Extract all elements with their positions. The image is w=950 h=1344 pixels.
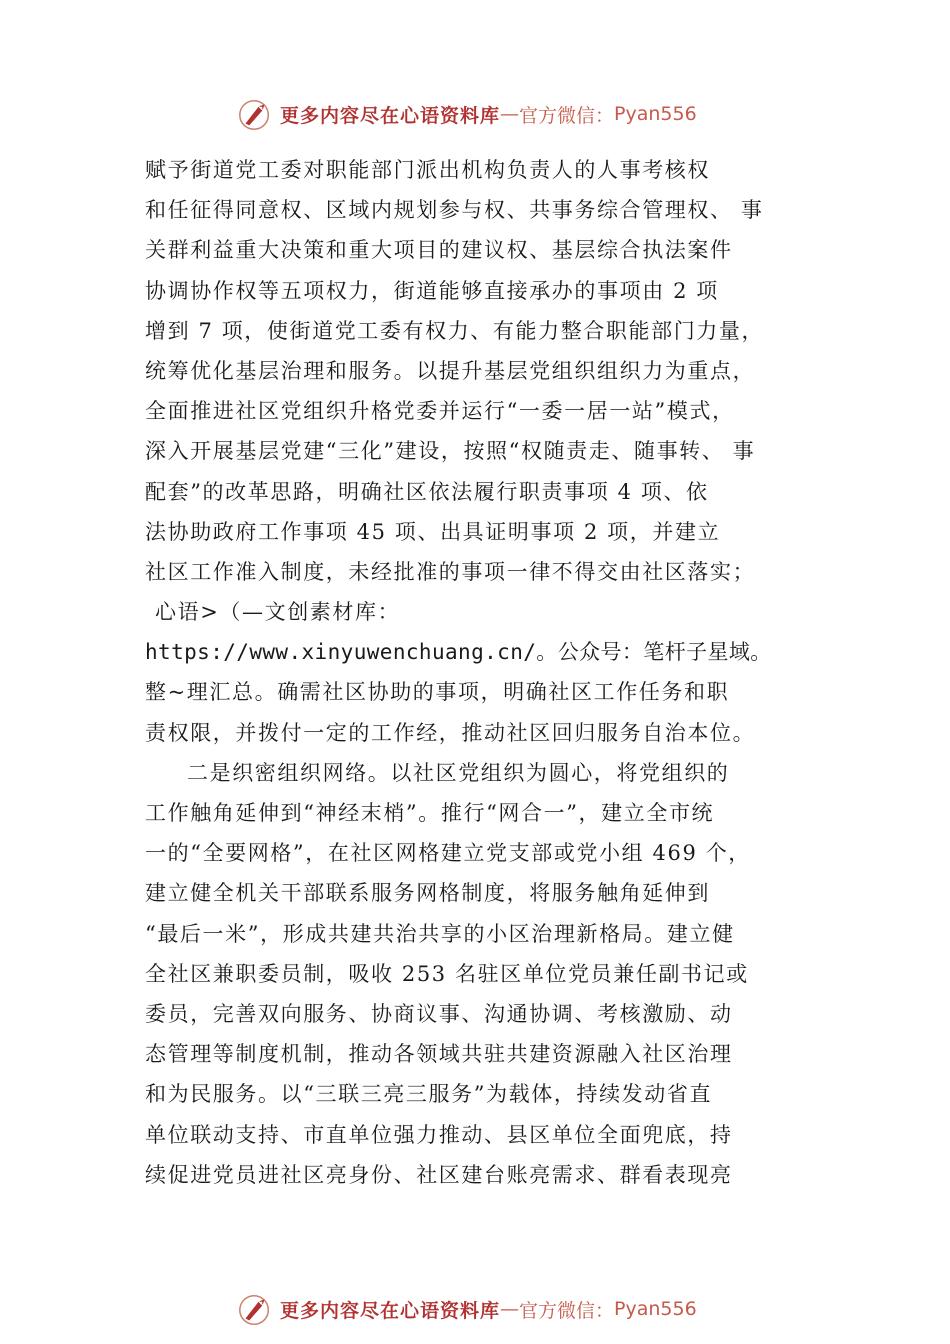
header-separator: — [500,103,520,125]
paragraph-start-line: 二是织密组织网络。以社区党组织为圆心，将党组织的 [187,760,730,785]
body-line: 关群利益重大决策和重大项目的建议权、基层综合执法案件 [145,238,733,263]
body-line: 心语>（—文创素材库： [155,600,401,625]
pen-nib-icon [236,95,274,133]
body-line: 社区工作准入制度，未经批准的事项一律不得交由社区落实； [145,559,756,584]
header-banner [236,94,697,134]
document-body [145,150,835,1195]
body-line: 责权限，并拨付一定的工作经，推动社区回归服务自治本位。 [145,720,756,745]
body-line: 全社区兼职委员制，吸收 253 名驻区单位党员兼任副书记或 [145,961,749,986]
header-wechat-id: Pyan556 [614,103,697,125]
body-line: 赋予街道党工委对职能部门派出机构负责人的人事考核权 [145,158,710,182]
body-line: 一的“全要网格”，在社区网格建立党支部或党小组 469 个， [145,841,751,866]
pen-nib-icon [236,1290,274,1328]
body-line: 协调协作权等五项权力，街道能够直接承办的事项由 2 项 [145,278,719,303]
header-label: 官方微信： [519,104,615,127]
body-line: 增到 7 项，使街道党工委有权力、有能力整合职能部门力量， [145,318,765,343]
body-line: 和为民服务。以“三联三亮三服务”为载体，持续发动省直 [145,1082,713,1107]
body-line: 统筹优化基层治理和服务。以提升基层党组织组织力为重点， [145,358,756,383]
body-line: 配套”的改革思路，明确社区依法履行职责事项 4 项、依 [145,479,709,504]
body-line: 法协助政府工作事项 45 项、出具证明事项 2 项，并建立 [145,519,721,544]
body-line: 整~理汇总。确需社区协助的事项，明确社区工作任务和职 [145,680,730,705]
footer-wechat-id: Pyan556 [614,1298,697,1320]
footer-label: 官方微信： [519,1299,615,1322]
body-line-url: https://www.xinyuwenchuang.cn/。公众号：笔杆子星域。 [145,640,772,665]
body-line: 建立健全机关干部联系服务网格制度，将服务触角延伸到 [145,881,710,906]
footer-separator: — [500,1298,520,1320]
body-line: 委员，完善双向服务、协商议事、沟通协调、考核激励、动 [145,1001,733,1026]
body-line: 深入开展基层党建“三化”建设，按照“权随责走、随事转、 事 [145,439,756,464]
body-line: 工作触角延伸到“神经末梢”。推行“网合一”，建立全市统 [145,801,715,825]
body-line: “最后一米”，形成共建共治共享的小区治理新格局。建立健 [145,921,735,946]
footer-banner [236,1289,697,1329]
body-line: 单位联动支持、市直单位强力推动、县区单位全面兜底，持 [145,1122,733,1147]
body-line: 态管理等制度机制，推动各领域共驻共建资源融入社区治理 [145,1042,733,1067]
footer-main-text: 更多内容尽在心语资料库 [280,1299,501,1322]
body-line: 全面推进社区党组织升格党委并运行“一委一居一站”模式， [145,399,735,424]
body-line: 和任征得同意权、区域内规划参与权、共事务综合管理权、 事 [145,198,764,223]
body-line: 续促进党员进社区亮身份、社区建台账亮需求、群看表现亮 [145,1162,733,1187]
header-main-text: 更多内容尽在心语资料库 [280,104,501,127]
